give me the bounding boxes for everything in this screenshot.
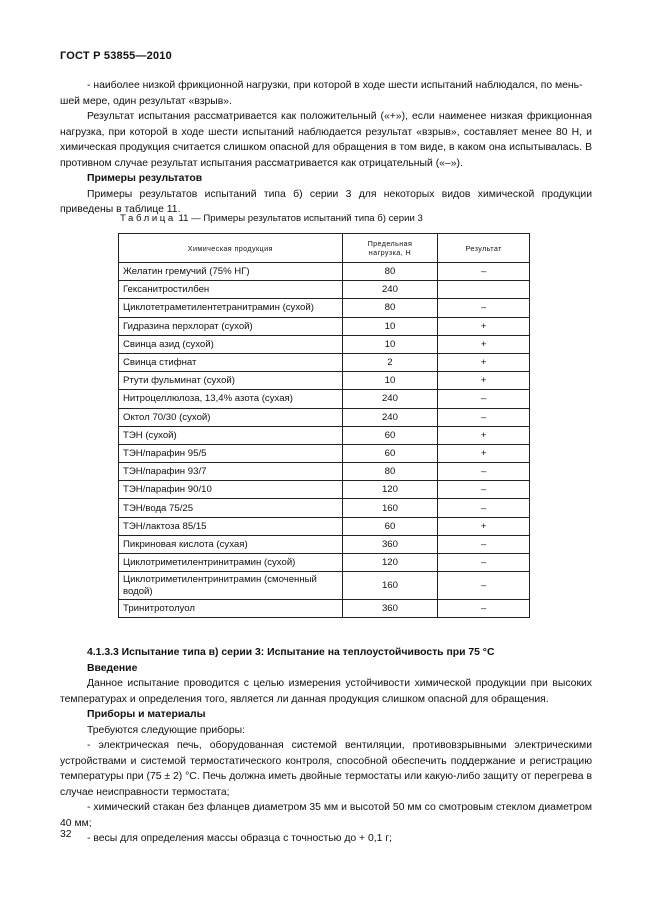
materials-intro: Требуются следующие приборы: bbox=[87, 724, 245, 736]
table-row bbox=[119, 499, 530, 517]
cell-load: 60 bbox=[342, 444, 438, 462]
table-row bbox=[119, 263, 530, 281]
cell-load: 10 bbox=[342, 335, 438, 353]
cell-product: Желатин гремучий (75% НГ) bbox=[119, 263, 343, 281]
table-row bbox=[119, 481, 530, 499]
cell-product: Циклотриметилентринитрамин (сухой) bbox=[119, 554, 343, 572]
table-row bbox=[119, 572, 530, 600]
cell-result: + bbox=[438, 335, 530, 353]
cell-result bbox=[438, 281, 530, 299]
cell-product: Циклотетраметилентетранитрамин (сухой) bbox=[119, 299, 343, 317]
section-4-1-3-3 bbox=[60, 645, 592, 847]
cell-result: + bbox=[438, 317, 530, 335]
cell-product: ТЭН (сухой) bbox=[119, 426, 343, 444]
cell-result: + bbox=[438, 372, 530, 390]
section-heading: 4.1.3.3 Испытание типа в) серии 3: Испытание на теплоустойчивость при 75 °С bbox=[87, 647, 495, 658]
table-row bbox=[119, 444, 530, 462]
cell-product: Гидразина перхлорат (сухой) bbox=[119, 317, 343, 335]
table-caption-text: 11 — Примеры результатов испытаний типа б) серии 3 bbox=[175, 213, 423, 224]
cell-result: – bbox=[438, 263, 530, 281]
materials-heading: Приборы и материалы bbox=[87, 709, 206, 720]
table-row bbox=[119, 408, 530, 426]
table-row bbox=[119, 554, 530, 572]
results-table bbox=[118, 233, 530, 618]
table-header-row bbox=[119, 234, 530, 263]
cell-product: ТЭН/вода 75/25 bbox=[119, 499, 343, 517]
cell-load: 240 bbox=[342, 408, 438, 426]
cell-result: – bbox=[438, 600, 530, 618]
cell-load: 80 bbox=[342, 463, 438, 481]
table-row bbox=[119, 535, 530, 553]
cell-result: – bbox=[438, 299, 530, 317]
intro-text: Данное испытание проводится с целью измерения устойчивости химической продукции при высоких температурах и определения того, является ли данная продукция слишком опасной для обращения. bbox=[60, 678, 592, 705]
table-row bbox=[119, 463, 530, 481]
cell-product: Тринитротолуол bbox=[119, 600, 343, 618]
cell-product: Пикриновая кислота (сухая) bbox=[119, 535, 343, 553]
materials-item: - химический стакан без фланцев диаметром 35 мм и высотой 50 мм со смотровым стеклом диаметром 40 мм; bbox=[60, 802, 592, 829]
examples-paragraph: Примеры результатов испытаний типа б) серии 3 для некоторых видов химической продукции приведены в таблице 11. bbox=[60, 188, 592, 215]
cell-product: Свинца стифнат bbox=[119, 353, 343, 371]
cell-load: 2 bbox=[342, 353, 438, 371]
cell-load: 160 bbox=[342, 572, 438, 600]
column-header-product: Химическая продукция bbox=[119, 234, 343, 263]
cell-result: – bbox=[438, 408, 530, 426]
intro-paragraph bbox=[60, 78, 592, 218]
cell-result: – bbox=[438, 535, 530, 553]
cell-load: 120 bbox=[342, 481, 438, 499]
table-caption bbox=[120, 213, 423, 224]
cell-result: + bbox=[438, 444, 530, 462]
cell-load: 60 bbox=[342, 426, 438, 444]
table-row bbox=[119, 299, 530, 317]
cell-load: 60 bbox=[342, 517, 438, 535]
examples-heading: Примеры результатов bbox=[87, 173, 203, 184]
cell-load: 80 bbox=[342, 263, 438, 281]
column-header-load: Предельная нагрузка, Н bbox=[342, 234, 438, 263]
cell-product: Гексанитростилбен bbox=[119, 281, 343, 299]
result-paragraph: Результат испытания рассматривается как положительный («+»), если наименее низкая фрикционная нагрузка, при которой в ходе шести испытаний наблюдается результат «взрыв», составляет менее 80 Н, и химическая продукция считается слишком опасной для обращения в том виде, в каком она испытывалась. В противном случае результат испытания рассматривается как отрицательный («–»). bbox=[60, 111, 592, 169]
cell-load: 360 bbox=[342, 600, 438, 618]
cell-result: – bbox=[438, 572, 530, 600]
cell-product: ТЭН/парафин 95/5 bbox=[119, 444, 343, 462]
cell-load: 10 bbox=[342, 372, 438, 390]
cell-product: Нитроцеллюлоза, 13,4% азота (сухая) bbox=[119, 390, 343, 408]
cell-product: Октол 70/30 (сухой) bbox=[119, 408, 343, 426]
cell-result: – bbox=[438, 390, 530, 408]
cell-result: – bbox=[438, 499, 530, 517]
column-header-result: Результат bbox=[438, 234, 530, 263]
cell-result: + bbox=[438, 517, 530, 535]
table-row bbox=[119, 317, 530, 335]
cell-load: 240 bbox=[342, 390, 438, 408]
cell-product: ТЭН/парафин 93/7 bbox=[119, 463, 343, 481]
document-header: ГОСТ Р 53855—2010 bbox=[60, 50, 172, 62]
table-row bbox=[119, 372, 530, 390]
table-row bbox=[119, 600, 530, 618]
cell-product: Циклотриметилентринитрамин (смоченный водой) bbox=[119, 572, 343, 600]
cell-product: Свинца азид (сухой) bbox=[119, 335, 343, 353]
cell-load: 80 bbox=[342, 299, 438, 317]
cell-load: 240 bbox=[342, 281, 438, 299]
intro-line: шей мере, один результат «взрыв». bbox=[60, 95, 232, 107]
cell-product: ТЭН/лактоза 85/15 bbox=[119, 517, 343, 535]
cell-result: – bbox=[438, 554, 530, 572]
page-number: 32 bbox=[60, 829, 72, 840]
cell-load: 160 bbox=[342, 499, 438, 517]
cell-result: – bbox=[438, 463, 530, 481]
cell-product: ТЭН/парафин 90/10 bbox=[119, 481, 343, 499]
intro-heading: Введение bbox=[87, 662, 138, 674]
table-caption-prefix: Таблица bbox=[120, 213, 176, 224]
table-row bbox=[119, 353, 530, 371]
table-body bbox=[119, 263, 530, 618]
cell-load: 10 bbox=[342, 317, 438, 335]
materials-item: - электрическая печь, оборудованная системой вентиляции, противовзрывными электрическими устройствами и системой термостатического контроля, способной обеспечить поддержание и регистрацию температуры при (75 ± 2) °С. Печь должна иметь двойные термостаты или какую-либо защиту от перегрева в случае неисправности термостата; bbox=[60, 740, 592, 798]
materials-item: - весы для определения массы образца с точностью до + 0,1 г; bbox=[87, 833, 393, 844]
cell-product: Ртути фульминат (сухой) bbox=[119, 372, 343, 390]
table-row bbox=[119, 517, 530, 535]
table-row bbox=[119, 390, 530, 408]
cell-result: + bbox=[438, 353, 530, 371]
cell-result: + bbox=[438, 426, 530, 444]
table-row bbox=[119, 426, 530, 444]
table-row bbox=[119, 335, 530, 353]
cell-result: – bbox=[438, 481, 530, 499]
table-row bbox=[119, 281, 530, 299]
cell-load: 360 bbox=[342, 535, 438, 553]
cell-load: 120 bbox=[342, 554, 438, 572]
intro-line: - наиболее низкой фрикционной нагрузки, при которой в ходе шести испытаний наблюдался, по мень- bbox=[87, 80, 583, 91]
